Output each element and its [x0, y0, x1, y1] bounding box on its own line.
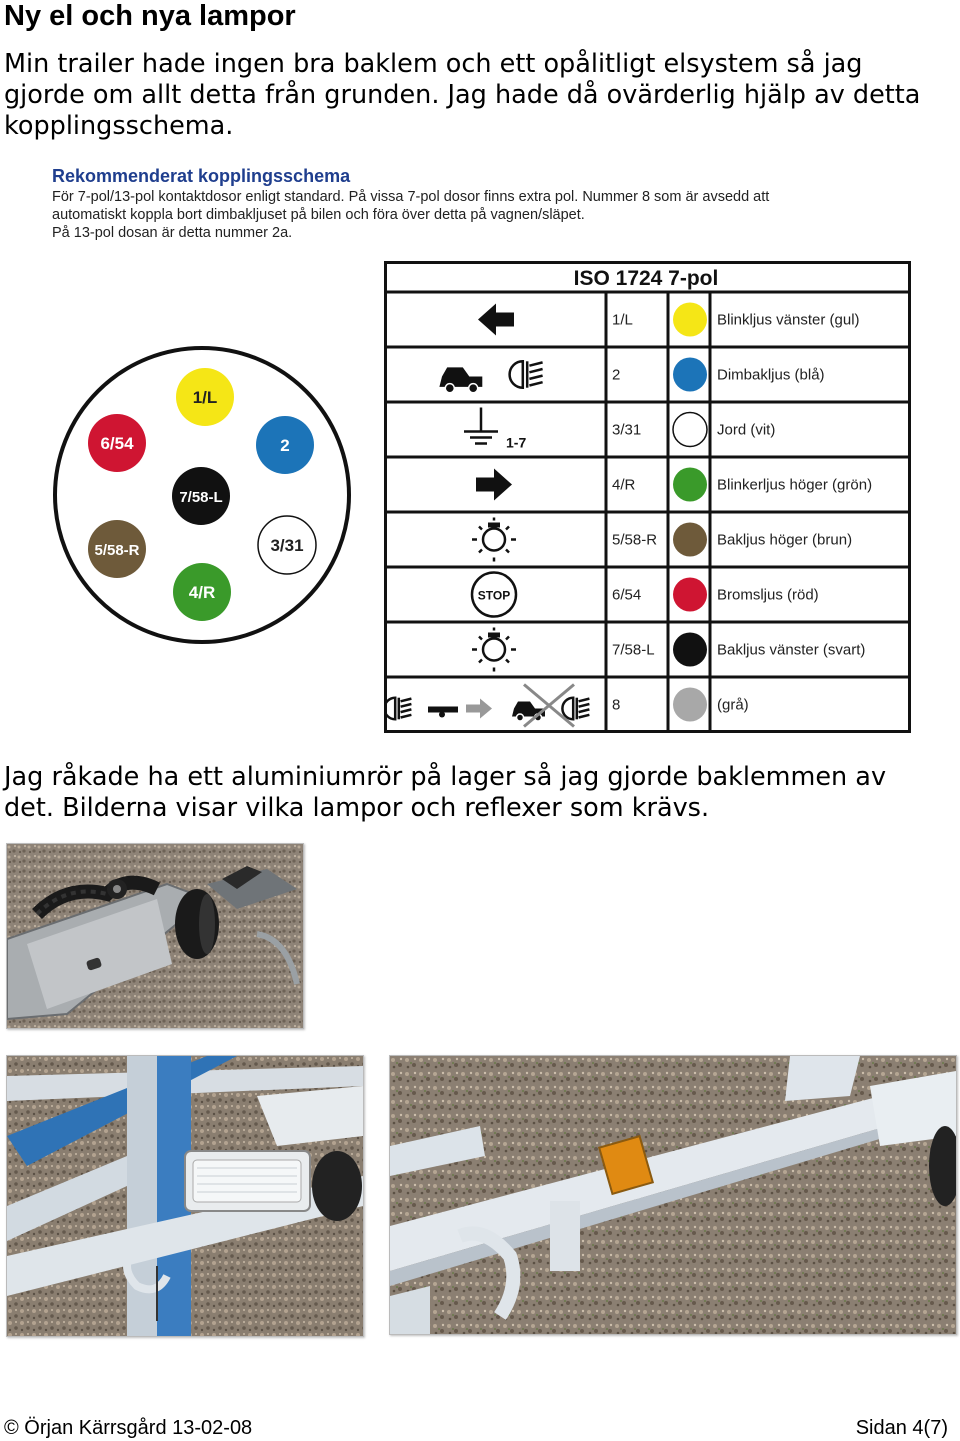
stop-label: STOP: [477, 588, 511, 603]
photo-tail-light-mount: [6, 1055, 364, 1337]
iso-pin-label: 6/54: [612, 586, 642, 604]
connector-pin-label: 7/58-L: [179, 489, 223, 506]
diagram-description: [52, 188, 882, 242]
iso-color-dot: [673, 688, 707, 722]
intro-line: Min trailer hade ingen bra baklem och ett opålitligt elsystem så jag: [4, 49, 863, 79]
intro-line: gjorde om allt detta från grunden. Jag hade då ovärderlig hjälp av detta: [4, 80, 921, 110]
connector-pin-label: 6/54: [100, 434, 134, 453]
connector-pin: [256, 416, 314, 474]
diagram-description-line: För 7-pol/13-pol kontaktdosor enligt standard. På vissa 7-pol dosor finns extra pol. Nummer 8 som är avsedd att: [52, 189, 770, 205]
iso-color-dot: [673, 358, 707, 392]
diagram-description-line: automatiskt koppla bort dimbakljuset på bilen och föra över detta på vagnen/släpet.: [52, 207, 585, 223]
iso-description: Dimbakljus (blå): [717, 366, 825, 384]
connector-pin: [172, 467, 230, 525]
body-line: Jag råkade ha ett aluminiumrör på lager så jag gjorde baklemmen av: [4, 762, 887, 792]
iso-color-dot: [673, 523, 707, 557]
intro-paragraph: [4, 49, 954, 142]
iso-color-dot: [673, 633, 707, 667]
iso-color-dot: [673, 413, 707, 447]
iso-pin-label: 3/31: [612, 421, 642, 439]
photo-trailer-coupling: [6, 843, 304, 1029]
connector-pin: [88, 520, 146, 578]
iso-color-dot: [673, 468, 707, 502]
iso-description: Blinkljus vänster (gul): [717, 311, 860, 329]
connector-pin: [173, 563, 231, 621]
connector-diagram: [50, 345, 355, 650]
photo-side-reflector: [389, 1055, 957, 1335]
iso-pin-label: 2: [612, 366, 621, 384]
diagram-description-line: På 13-pol dosan är detta nummer 2a.: [52, 225, 293, 241]
footer-page-number: Sidan 4(7): [855, 1417, 948, 1439]
iso-pin-label: 4/R: [612, 476, 636, 494]
iso-table: [384, 261, 912, 734]
iso-description: Blinkerljus höger (grön): [717, 476, 873, 494]
footer-copyright: © Örjan Kärrsgård 13-02-08: [4, 1417, 253, 1439]
intro-line: kopplingsschema.: [4, 111, 234, 141]
page-title: Ny el och nya lampor: [4, 0, 296, 32]
iso-pin-label: 8: [612, 696, 621, 714]
iso-description: Jord (vit): [717, 421, 776, 439]
iso-table-title: ISO 1724 7-pol: [573, 267, 719, 290]
connector-pin-label: 5/58-R: [94, 542, 140, 559]
iso-table-frame: [386, 263, 910, 732]
diagram-heading: Rekommenderat kopplingsschema: [52, 166, 351, 186]
connector-pin: [258, 516, 316, 574]
connector-pin: [176, 368, 234, 426]
connector-pin-label: 2: [280, 436, 290, 455]
connector-pin: [88, 414, 146, 472]
iso-color-dot: [673, 578, 707, 612]
iso-pin-label: 7/58-L: [612, 641, 655, 659]
iso-color-dot: [673, 303, 707, 337]
ground-label: 1-7: [506, 434, 527, 451]
iso-description: Bakljus höger (brun): [717, 531, 853, 549]
connector-pin-label: 1/L: [192, 388, 218, 407]
connector-pin-label: 4/R: [188, 583, 216, 602]
body-paragraph: [4, 762, 954, 824]
iso-description: Bakljus vänster (svart): [717, 641, 866, 659]
iso-description: (grå): [717, 696, 749, 714]
body-line: det. Bilderna visar vilka lampor och reflexer som krävs.: [4, 793, 710, 823]
iso-pin-label: 5/58-R: [612, 531, 658, 549]
iso-pin-label: 1/L: [612, 311, 633, 329]
iso-description: Bromsljus (röd): [717, 586, 819, 604]
connector-pin-label: 3/31: [270, 536, 304, 555]
